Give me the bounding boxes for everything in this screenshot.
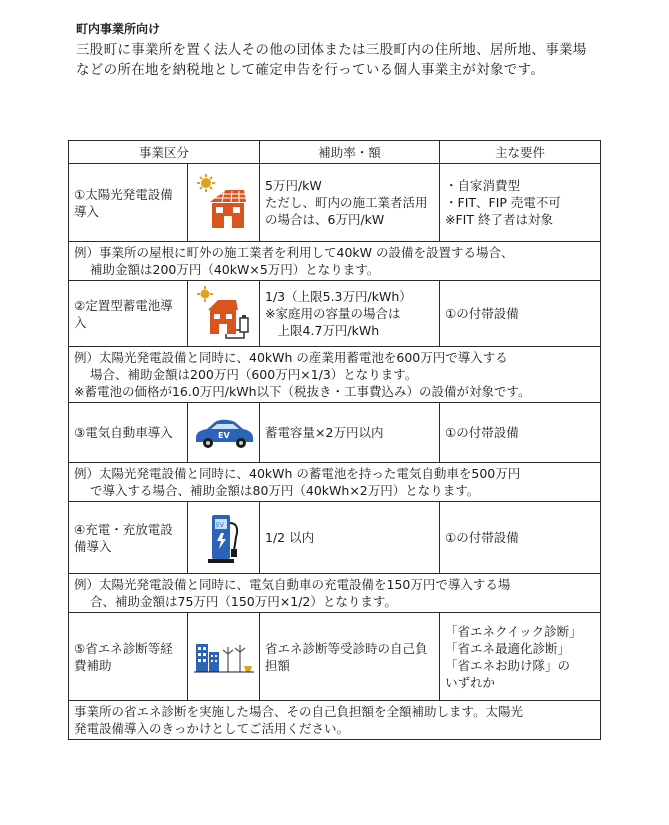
- example-row: [69, 242, 601, 281]
- example-row: [69, 463, 601, 502]
- requirements-cell: ①の付帯設備: [440, 281, 601, 347]
- energy-audit-icon: [194, 640, 254, 674]
- rate-cell: 1/3（上限5.3万円/kWh） ※家庭用の容量の場合は 上限4.7万円/kWh: [260, 281, 440, 347]
- requirements-cell: ①の付帯設備: [440, 502, 601, 574]
- header-rate: 補助率・額: [260, 141, 440, 164]
- example-text: 例）太陽光発電設備と同時に、40kWh の蓄電池を持った電気自動車を500万円: [74, 466, 521, 481]
- category-cell: ①太陽光発電設備導入: [69, 164, 188, 242]
- svg-text:EV: EV: [218, 430, 230, 440]
- ev-charger-icon: [204, 509, 244, 567]
- requirements-cell: ①の付帯設備: [440, 403, 601, 463]
- category-cell: ②定置型蓄電池導入: [69, 281, 188, 347]
- header-category: 事業区分: [69, 141, 260, 164]
- intro-paragraph: 三股町に事業所を置く法人その他の団体または三股町内の住所地、居所地、事業場などの所在地を納税地として確定申告を行っている個人事業主が対象です。: [76, 42, 587, 78]
- rate-cell: 省エネ診断等受診時の自己負担額: [260, 613, 440, 701]
- example-row: [69, 574, 601, 613]
- example-text-cont: 補助金額は200万円（40kW×5万円）となります。: [90, 262, 380, 277]
- electric-car-icon: [193, 416, 255, 450]
- svg-text:EV: EV: [215, 521, 224, 529]
- table-row: [69, 613, 601, 701]
- table-row: [69, 281, 601, 347]
- rate-cell: 蓄電容量×2万円以内: [260, 403, 440, 463]
- requirements-cell: 「省エネクイック診断」 「省エネ最適化診断」 「省エネお助け隊」の いずれか: [440, 613, 601, 701]
- category-cell: ③電気自動車導入: [69, 403, 188, 463]
- example-text-cont: 場合、補助金額は200万円（600万円×1/3）となります。: [90, 367, 418, 382]
- example-text: 事業所の省エネ診断を実施した場合、その自己負担額を全額補助します。太陽光: [74, 704, 524, 719]
- table-header-row: [69, 141, 601, 164]
- category-cell: ⑤省エネ診断等経費補助: [69, 613, 188, 701]
- rate-cell: 5万円/kW ただし、町内の施工業者活用の場合は、6万円/kW: [260, 164, 440, 242]
- solar-house-icon: [196, 174, 252, 232]
- example-text-cont: 合、補助金額は75万円（150万円×1/2）となります。: [90, 594, 397, 609]
- example-row: [69, 347, 601, 403]
- storage-battery-icon: [196, 286, 252, 342]
- category-cell: ④充電・充放電設備導入: [69, 502, 188, 574]
- example-row: [69, 701, 601, 740]
- header-requirements: 主な要件: [440, 141, 601, 164]
- example-text: 例）太陽光発電設備と同時に、電気自動車の充電設備を150万円で導入する場: [74, 577, 511, 592]
- requirements-cell: ・自家消費型 ・FIT、FIP 売電不可 ※FIT 終了者は対象: [440, 164, 601, 242]
- example-text: 例）事業所の屋根に町外の施工業者を利用して40kW の設備を設置する場合、: [74, 245, 514, 260]
- rate-cell: 1/2 以内: [260, 502, 440, 574]
- example-note: ※蓄電池の価格が16.0万円/kWh以下（税抜き・工事費込み）の設備が対象です。: [74, 384, 531, 399]
- table-row: [69, 164, 601, 242]
- section-heading: 町内事業所向け: [76, 22, 161, 36]
- example-text: 例）太陽光発電設備と同時に、40kWh の産業用蓄電池を600万円で導入する: [74, 350, 508, 365]
- example-text-cont: で導入する場合、補助金額は80万円（40kWh×2万円）となります。: [90, 483, 480, 498]
- subsidy-table: [68, 140, 601, 740]
- table-row: [69, 403, 601, 463]
- example-text-cont: 発電設備導入のきっかけとしてご活用ください。: [74, 721, 350, 736]
- table-row: [69, 502, 601, 574]
